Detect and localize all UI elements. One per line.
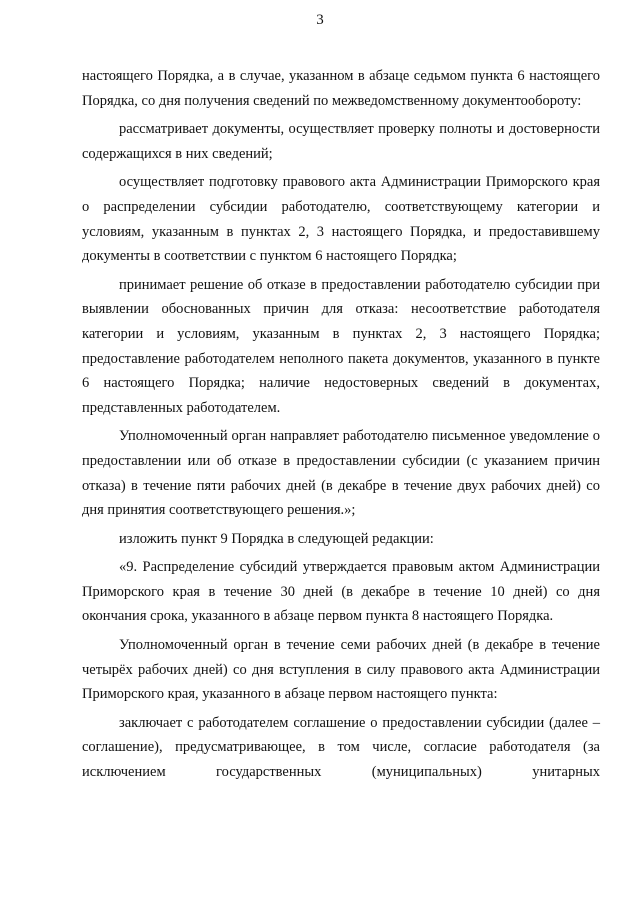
paragraph-3: осуществляет подготовку правового акта Администрации Приморского края о распределении субсидии работодателю, соответствующему категории и условиям, указанным в пунктах 2, 3 настоящего Порядка, и предоставившему документы в соответствии с пунктом 6 настоящего Порядка; [82,174,600,265]
paragraph-1: настоящего Порядка, а в случае, указанном в абзаце седьмом пункта 6 настоящего Порядка, со дня получения сведений по межведомственному документообороту: [82,68,600,109]
paragraph-8: Уполномоченный орган в течение семи рабочих дней (в декабре в течение четырёх рабочих дней) со дня вступления в силу правового акта Администрации Приморского края, указанного в абзаце первом настоящего пункта: [82,637,600,703]
paragraph-5: Уполномоченный орган направляет работодателю письменное уведомление о предоставлении или об отказе в предоставлении субсидии (с указанием причин отказа) в течение пяти рабочих дней (в декабре в течение двух рабочих дней) со дня принятия соответствующего решения.»; [82,428,600,519]
document-body [82,64,600,789]
paragraph-9: заключает с работодателем соглашение о предоставлении субсидии (далее – соглашение), предусматривающее, в том числе, согласие работодателя (за исключением государственных (муниципальных) унитарных [82,714,600,781]
paragraph-6: изложить пункт 9 Порядка в следующей редакции: [119,530,434,547]
paragraph-7: «9. Распределение субсидий утверждается правовым актом Администрации Приморского края в течение 30 дней (в декабре в течение 10 дней) со дня окончания срока, указанного в абзаце первом пункта 8 настоящего Порядка. [82,559,600,625]
paragraph-2: рассматривает документы, осуществляет проверку полноты и достоверности содержащихся в них сведений; [82,121,600,162]
paragraph-4: принимает решение об отказе в предоставлении работодателю субсидии при выявлении обоснованных причин для отказа: несоответствие работодателя категории и условиям, указанным в пунктах 2, 3 настоящего Порядка; предоставление работодателем неполного пакета документов, указанного в пункте 6 настоящего Порядка; наличие недостоверных сведений в документах, представленных работодателем. [82,276,600,416]
page-number: 3 [316,12,324,28]
